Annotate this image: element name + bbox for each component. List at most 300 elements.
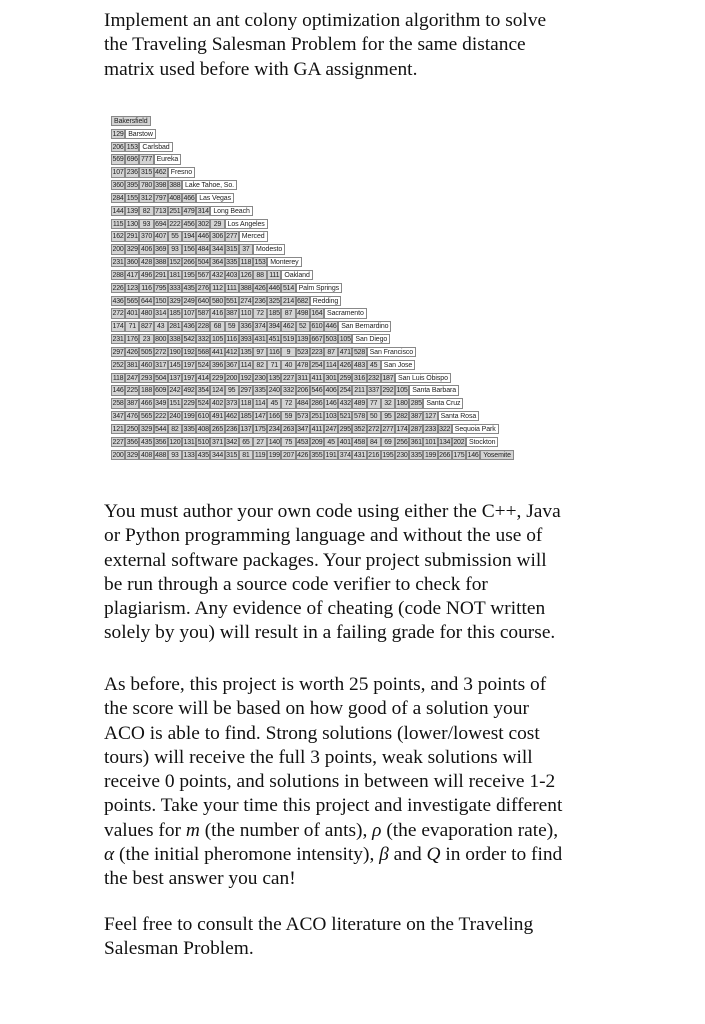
distance-cell: 435	[140, 438, 153, 446]
distance-cell: 120	[169, 438, 181, 446]
distance-cell: 206	[297, 387, 309, 395]
distance-cell: 180	[396, 400, 408, 408]
distance-cell: 315	[226, 451, 238, 459]
distance-cell: 107	[183, 310, 195, 318]
distance-cell: 777	[140, 156, 153, 164]
distance-cell: 124	[211, 387, 224, 395]
distance-cell: 312	[140, 194, 153, 202]
distance-cell: 147	[254, 413, 266, 421]
distance-cell: 72	[253, 308, 267, 318]
distance-cell: 81	[239, 450, 253, 460]
distance-cell: 546	[311, 387, 323, 395]
distance-cell: 568	[197, 348, 209, 356]
literature-line: Feel free to consult the ACO literature on the Traveling	[104, 914, 534, 935]
distance-cell: 408	[140, 451, 153, 459]
distance-cell: 195	[382, 451, 394, 459]
distance-cell: 354	[197, 387, 209, 395]
distance-cell: 68	[210, 321, 224, 331]
city-label: Bakersfield	[111, 116, 151, 126]
distance-cell: 222	[155, 413, 167, 421]
city-label: San Bernardino	[338, 321, 391, 331]
distance-cell: 360	[126, 259, 138, 267]
distance-cell: 332	[197, 336, 209, 344]
distance-cell: 347	[112, 413, 124, 421]
distance-cell: 252	[112, 361, 124, 369]
distance-cell: 192	[183, 348, 195, 356]
distance-cell: 387	[410, 413, 422, 421]
distance-cell: 123	[126, 284, 138, 292]
distance-cell: 247	[126, 374, 138, 382]
distance-cell: 587	[197, 310, 209, 318]
distance-cell: 396	[211, 361, 224, 369]
distance-cell: 453	[297, 438, 309, 446]
distance-cell: 50	[367, 411, 381, 421]
city-label: San Francisco	[367, 347, 416, 357]
distance-cell: 458	[353, 438, 366, 446]
distance-cell: 164	[311, 310, 323, 318]
distance-cell: 466	[140, 400, 153, 408]
distance-cell: 713	[155, 207, 167, 215]
distance-cell: 476	[126, 413, 138, 421]
distance-cell: 250	[126, 425, 138, 433]
distance-cell: 780	[140, 182, 153, 190]
distance-cell: 266	[183, 259, 195, 267]
distance-cell: 335	[254, 387, 266, 395]
distance-cell: 610	[311, 323, 323, 331]
distance-cell: 544	[155, 425, 167, 433]
distance-cell: 416	[211, 310, 224, 318]
distance-cell: 228	[197, 323, 209, 331]
assignment-intro	[104, 9, 624, 82]
distance-cell: 388	[240, 284, 252, 292]
distance-cell: 277	[382, 425, 394, 433]
distance-cell: 139	[297, 336, 309, 344]
distance-cell: 293	[140, 374, 153, 382]
distance-cell: 110	[240, 310, 252, 318]
distance-cell: 401	[339, 438, 351, 446]
distance-cell: 230	[396, 451, 408, 459]
distance-cell: 162	[112, 233, 124, 241]
distance-cell: 137	[240, 425, 252, 433]
distance-cell: 394	[268, 323, 280, 331]
distance-cell: 176	[126, 336, 138, 344]
distance-cell: 332	[282, 387, 295, 395]
distance-cell: 9	[281, 347, 295, 357]
distance-cell: 291	[126, 233, 138, 241]
text-fragment: and	[388, 844, 427, 866]
distance-cell: 82	[253, 360, 267, 370]
distance-matrix-table	[111, 116, 666, 464]
distance-cell: 251	[169, 207, 181, 215]
symbol-alpha: α	[104, 844, 115, 866]
distance-cell: 393	[240, 336, 252, 344]
distance-cell: 408	[197, 425, 209, 433]
distance-cell: 374	[254, 323, 266, 331]
distance-cell: 114	[254, 400, 266, 408]
distance-cell: 496	[140, 271, 153, 279]
distance-cell: 65	[239, 437, 253, 447]
distance-cell: 411	[311, 374, 323, 382]
distance-cell: 188	[140, 387, 153, 395]
distance-cell: 314	[197, 207, 209, 215]
distance-cell: 75	[281, 437, 295, 447]
distance-cell: 573	[297, 413, 309, 421]
distance-cell: 199	[183, 413, 195, 421]
distance-cell: 206	[112, 143, 124, 151]
distance-cell: 428	[140, 259, 153, 267]
text-fragment: in order to find	[440, 844, 563, 866]
text-fragment: (the initial pheromone intensity),	[114, 844, 380, 866]
distance-cell: 314	[155, 310, 167, 318]
city-label: Modesto	[253, 244, 285, 254]
distance-cell: 226	[112, 284, 124, 292]
distance-cell: 435	[183, 284, 195, 292]
literature-paragraph	[104, 913, 624, 962]
distance-cell: 640	[197, 297, 209, 305]
distance-cell: 446	[268, 284, 280, 292]
distance-cell: 514	[282, 284, 295, 292]
distance-cell: 214	[282, 297, 295, 305]
distance-cell: 446	[197, 233, 209, 241]
distance-cell: 40	[281, 360, 295, 370]
grading-line: ACO is able to find. Strong solutions (lower/lowest cost	[104, 722, 540, 744]
distance-cell: 483	[353, 361, 366, 369]
distance-cell: 45	[267, 398, 281, 408]
distance-cell: 95	[225, 385, 239, 395]
text-fragment: (the evaporation rate),	[381, 819, 559, 841]
distance-cell: 696	[126, 156, 138, 164]
distance-cell: 315	[226, 246, 238, 254]
city-label: Palm Springs	[296, 283, 342, 293]
distance-cell: 335	[183, 425, 195, 433]
city-label: Sacramento	[324, 308, 367, 318]
distance-cell: 800	[155, 336, 167, 344]
distance-cell: 88	[253, 270, 267, 280]
distance-cell: 185	[240, 413, 252, 421]
distance-cell: 317	[155, 361, 167, 369]
distance-cell: 121	[112, 425, 124, 433]
distance-cell: 242	[169, 387, 181, 395]
distance-cell: 521	[339, 413, 351, 421]
distance-cell: 491	[211, 413, 224, 421]
distance-cell: 478	[297, 361, 309, 369]
grading-line: receive 0 points, and solutions in between will receive 1-2	[104, 771, 556, 793]
city-label: Oakland	[281, 270, 312, 280]
distance-cell: 403	[226, 271, 238, 279]
distance-cell: 492	[183, 387, 195, 395]
distance-cell: 349	[155, 400, 167, 408]
distance-cell: 412	[226, 348, 238, 356]
distance-cell: 504	[197, 259, 209, 267]
distance-cell: 432	[339, 400, 351, 408]
distance-cell: 329	[169, 297, 181, 305]
distance-cell: 361	[410, 438, 422, 446]
city-label: Santa Rosa	[438, 411, 480, 421]
distance-cell: 426	[297, 451, 309, 459]
distance-cell: 462	[282, 323, 295, 331]
distance-cell: 135	[240, 348, 252, 356]
distance-cell: 504	[155, 374, 167, 382]
city-label: San Jose	[381, 360, 415, 370]
distance-cell: 302	[197, 220, 209, 228]
distance-cell: 329	[140, 425, 153, 433]
city-label: Long Beach	[210, 206, 252, 216]
distance-cell: 129	[112, 130, 124, 138]
authorship-line: solely by you) will result in a failing grade for this course.	[104, 622, 556, 644]
distance-cell: 152	[169, 259, 181, 267]
distance-cell: 223	[311, 348, 323, 356]
grading-line: As before, this project is worth 25 points, and 3 points of	[104, 674, 547, 695]
distance-cell: 370	[140, 233, 153, 241]
distance-cell: 426	[339, 361, 351, 369]
distance-cell: 316	[353, 374, 366, 382]
distance-cell: 156	[183, 246, 195, 254]
city-label: San Luis Obispo	[395, 373, 451, 383]
distance-cell: 126	[240, 271, 252, 279]
distance-cell: 263	[282, 425, 295, 433]
distance-cell: 116	[226, 336, 237, 344]
city-label: Barstow	[125, 129, 156, 139]
authorship-line: You must author your own code using either the C++, Java	[104, 501, 561, 522]
distance-cell: 137	[169, 374, 181, 382]
distance-cell: 207	[282, 451, 295, 459]
distance-cell: 231	[112, 336, 124, 344]
distance-cell: 155	[126, 194, 138, 202]
distance-cell: 329	[126, 451, 138, 459]
distance-cell: 503	[325, 336, 337, 344]
distance-cell: 185	[169, 310, 181, 318]
distance-cell: 406	[325, 387, 337, 395]
distance-cell: 118	[112, 374, 124, 382]
distance-cell: 232	[368, 374, 380, 382]
distance-cell: 233	[424, 425, 437, 433]
distance-cell: 87	[281, 308, 295, 318]
distance-cell: 292	[382, 387, 394, 395]
distance-cell: 406	[140, 246, 153, 254]
city-label: Stockton	[466, 437, 498, 447]
distance-cell: 387	[226, 310, 238, 318]
distance-cell: 192	[240, 374, 252, 382]
distance-cell: 333	[169, 284, 181, 292]
distance-cell: 27	[253, 437, 267, 447]
distance-cell: 342	[226, 438, 238, 446]
symbol-beta: β	[379, 844, 389, 866]
distance-cell: 524	[197, 400, 209, 408]
distance-cell: 395	[126, 182, 138, 190]
distance-cell: 272	[112, 310, 124, 318]
distance-cell: 272	[368, 425, 380, 433]
distance-cell: 216	[368, 451, 380, 459]
distance-cell: 387	[126, 400, 138, 408]
distance-cell: 93	[139, 219, 153, 229]
distance-cell: 795	[155, 284, 167, 292]
distance-cell: 374	[339, 451, 351, 459]
distance-cell: 276	[197, 284, 209, 292]
distance-cell: 55	[168, 231, 182, 241]
distance-cell: 256	[396, 438, 408, 446]
city-label: Santa Barbara	[409, 385, 459, 395]
distance-cell: 667	[311, 336, 323, 344]
distance-cell: 116	[269, 348, 280, 356]
distance-cell: 827	[140, 323, 153, 331]
distance-cell: 523	[297, 348, 309, 356]
distance-cell: 97	[253, 347, 267, 357]
authorship-line: be run through a source code verifier to check for	[104, 573, 488, 595]
distance-cell: 82	[139, 206, 153, 216]
distance-cell: 329	[126, 246, 138, 254]
distance-cell: 471	[339, 348, 351, 356]
distance-cell: 115	[112, 220, 124, 228]
distance-cell: 45	[367, 360, 381, 370]
distance-cell: 479	[183, 207, 195, 215]
distance-cell: 694	[155, 220, 167, 228]
distance-cell: 281	[169, 323, 181, 331]
distance-cell: 95	[381, 411, 395, 421]
distance-cell: 426	[126, 348, 138, 356]
city-label: Sequoia Park	[452, 424, 499, 434]
distance-cell: 236	[126, 169, 138, 177]
distance-cell: 484	[297, 400, 309, 408]
distance-cell: 417	[126, 271, 138, 279]
distance-cell: 84	[367, 437, 381, 447]
distance-cell: 282	[396, 413, 408, 421]
grading-line-parameters	[104, 843, 624, 867]
text-fragment: values for	[104, 819, 186, 841]
distance-cell: 432	[211, 271, 224, 279]
distance-cell: 480	[140, 310, 153, 318]
distance-cell: 135	[268, 374, 280, 382]
distance-cell: 175	[453, 451, 465, 459]
distance-cell: 451	[268, 336, 280, 344]
distance-cell: 225	[126, 387, 138, 395]
city-label: Fresno	[168, 167, 195, 177]
distance-cell: 240	[268, 387, 280, 395]
grading-line-parameters	[104, 819, 624, 843]
distance-cell: 436	[183, 323, 195, 331]
distance-cell: 116	[141, 284, 152, 292]
distance-cell: 111	[267, 270, 281, 280]
authorship-line: plagiarism. Any evidence of cheating (code NOT written	[104, 598, 546, 620]
distance-cell: 431	[254, 336, 266, 344]
distance-cell: 134	[439, 438, 451, 446]
distance-cell: 411	[311, 425, 323, 433]
distance-cell: 199	[424, 451, 437, 459]
distance-cell: 105	[339, 336, 351, 344]
distance-cell: 797	[155, 194, 167, 202]
distance-cell: 364	[211, 259, 224, 267]
distance-cell: 105	[396, 387, 408, 395]
distance-cell: 288	[112, 271, 124, 279]
authorship-line: external software packages. Your project submission will	[104, 549, 547, 571]
distance-cell: 93	[168, 450, 182, 460]
distance-cell: 344	[211, 451, 224, 459]
distance-cell: 609	[155, 387, 167, 395]
distance-cell: 431	[353, 451, 366, 459]
distance-cell: 524	[197, 361, 209, 369]
distance-cell: 105	[211, 336, 224, 344]
distance-cell: 144	[112, 207, 124, 215]
distance-cell: 297	[112, 348, 124, 356]
literature-line: Salesman Problem.	[104, 938, 254, 960]
distance-cell: 398	[155, 182, 167, 190]
distance-cell: 277	[226, 233, 238, 241]
distance-cell: 381	[126, 361, 138, 369]
city-label: Las Vegas	[196, 193, 234, 203]
grading-line: the best answer you can!	[104, 868, 296, 890]
distance-cell: 133	[183, 451, 195, 459]
text-fragment: (the number of ants),	[199, 819, 373, 841]
distance-cell: 301	[325, 374, 337, 382]
distance-cell: 111	[225, 283, 239, 293]
distance-cell: 337	[368, 387, 380, 395]
distance-cell: 139	[126, 207, 138, 215]
distance-cell: 69	[381, 437, 395, 447]
distance-cell: 369	[155, 246, 167, 254]
distance-cell: 146	[325, 400, 337, 408]
intro-line: matrix used before with GA assignment.	[104, 58, 418, 80]
distance-cell: 484	[197, 246, 209, 254]
distance-cell: 103	[325, 413, 337, 421]
distance-cell: 72	[281, 398, 295, 408]
distance-cell: 446	[325, 323, 337, 331]
distance-cell: 82	[168, 424, 182, 434]
distance-cell: 197	[183, 361, 195, 369]
distance-cell: 388	[155, 259, 167, 267]
distance-cell: 227	[112, 438, 124, 446]
distance-cell: 456	[183, 220, 195, 228]
distance-cell: 407	[155, 233, 167, 241]
distance-cell: 352	[353, 425, 366, 433]
distance-cell: 222	[169, 220, 181, 228]
symbol-rho: ρ	[372, 819, 382, 841]
distance-cell: 460	[140, 361, 153, 369]
distance-cell: 285	[410, 400, 422, 408]
distance-cell: 114	[240, 361, 252, 369]
distance-cell: 231	[112, 259, 124, 267]
distance-cell: 190	[169, 348, 181, 356]
distance-cell: 251	[311, 413, 323, 421]
distance-cell: 101	[424, 438, 437, 446]
distance-cell: 202	[453, 438, 465, 446]
distance-cell: 344	[211, 246, 224, 254]
city-label: Yosemite	[480, 450, 514, 460]
city-label: Merced	[239, 231, 268, 241]
distance-cell: 371	[211, 438, 224, 446]
distance-cell: 145	[169, 361, 181, 369]
distance-cell: 87	[324, 347, 338, 357]
distance-cell: 510	[197, 438, 209, 446]
grading-paragraph	[104, 673, 624, 892]
distance-cell: 335	[410, 451, 422, 459]
distance-cell: 200	[112, 451, 124, 459]
distance-cell: 174	[396, 425, 408, 433]
symbol-m: m	[185, 819, 200, 841]
distance-cell: 569	[112, 156, 124, 164]
distance-cell: 388	[169, 182, 181, 190]
distance-cell: 356	[155, 438, 167, 446]
city-label: San Diego	[352, 334, 390, 344]
distance-cell: 229	[211, 374, 224, 382]
city-label: Carlsbad	[139, 142, 172, 152]
distance-cell: 286	[311, 400, 323, 408]
symbol-q: Q	[426, 844, 441, 866]
distance-cell: 462	[226, 413, 238, 421]
distance-cell: 360	[112, 182, 124, 190]
distance-cell: 551	[226, 297, 238, 305]
distance-cell: 565	[126, 297, 138, 305]
intro-line: the Traveling Salesman Problem for the same distance	[104, 34, 526, 56]
distance-cell: 542	[183, 336, 195, 344]
